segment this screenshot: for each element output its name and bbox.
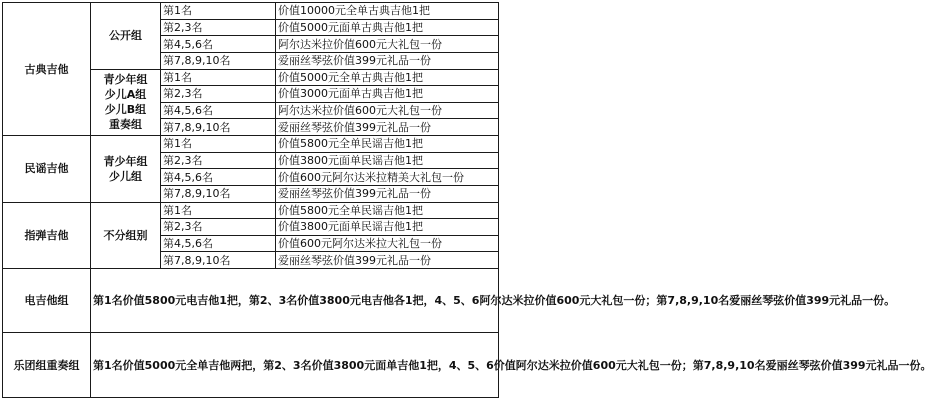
prize-cell: 阿尔达米拉价值600元大礼包一份 <box>276 36 499 53</box>
group-line: 不分组别 <box>103 228 148 242</box>
prize-cell: 爱丽丝琴弦价值399元礼品一份 <box>276 52 499 69</box>
group-cell <box>91 3 161 70</box>
rank-cell: 第4,5,6名 <box>161 169 276 186</box>
table-row <box>3 269 499 333</box>
table-row <box>3 3 499 20</box>
prize-cell: 爱丽丝琴弦价值399元礼品一份 <box>276 119 499 136</box>
group-line: 青少年组 <box>103 154 148 168</box>
prize-description: 第1名价值5800元电吉他1把，第2、3名价值3800元电吉他各1把，4、5、6阿尔达米拉价值600元大礼包一份；第7,8,9,10名爱丽丝琴弦价值399元礼品一份。 <box>91 269 499 333</box>
rank-cell: 第7,8,9,10名 <box>161 252 276 269</box>
prize-cell: 价值5800元全单民谣吉他1把 <box>276 202 499 219</box>
category-cell: 电吉他组 <box>3 269 91 333</box>
group-line: 少儿组 <box>109 169 142 183</box>
rank-cell: 第7,8,9,10名 <box>161 52 276 69</box>
prize-cell: 价值5800元全单民谣吉他1把 <box>276 136 499 153</box>
rank-cell: 第1名 <box>161 69 276 86</box>
group-cell <box>91 136 161 203</box>
group-line: 重奏组 <box>109 118 142 132</box>
prize-cell: 价值600元阿尔达米拉精美大礼包一份 <box>276 169 499 186</box>
group-line: 青少年组 <box>103 73 148 87</box>
prize-cell: 价值5000元面单古典吉他1把 <box>276 19 499 36</box>
rank-cell: 第2,3名 <box>161 152 276 169</box>
rank-cell: 第7,8,9,10名 <box>161 119 276 136</box>
prize-table-body <box>3 3 932 398</box>
rank-cell: 第4,5,6名 <box>161 102 276 119</box>
group-line: 少儿A组 <box>104 88 147 102</box>
group-cell <box>91 69 161 136</box>
rank-cell: 第2,3名 <box>161 219 276 236</box>
rank-cell: 第1名 <box>161 3 276 20</box>
prize-cell: 价值5000元全单古典吉他1把 <box>276 69 499 86</box>
prize-cell: 爱丽丝琴弦价值399元礼品一份 <box>276 185 499 202</box>
rank-cell: 第4,5,6名 <box>161 36 276 53</box>
prize-cell: 价值3800元面单民谣吉他1把 <box>276 152 499 169</box>
prize-table <box>2 2 932 398</box>
table-row <box>3 333 499 398</box>
group-line: 少儿B组 <box>104 103 147 117</box>
rank-cell: 第1名 <box>161 202 276 219</box>
table-row <box>3 202 499 219</box>
prize-cell: 价值600元阿尔达米拉大礼包一份 <box>276 235 499 252</box>
prize-cell: 爱丽丝琴弦价值399元礼品一份 <box>276 252 499 269</box>
rank-cell: 第2,3名 <box>161 86 276 103</box>
table-row <box>3 136 499 153</box>
group-cell <box>91 202 161 269</box>
rank-cell: 第7,8,9,10名 <box>161 185 276 202</box>
category-cell: 指弹吉他 <box>3 202 91 269</box>
rank-cell: 第1名 <box>161 136 276 153</box>
category-cell: 民谣吉他 <box>3 136 91 203</box>
category-cell: 乐团组重奏组 <box>3 333 91 398</box>
prize-cell: 价值3800元面单民谣吉他1把 <box>276 219 499 236</box>
rank-cell: 第4,5,6名 <box>161 235 276 252</box>
prize-cell: 价值10000元全单古典吉他1把 <box>276 3 499 20</box>
category-cell: 古典吉他 <box>3 3 91 136</box>
prize-description: 第1名价值5000元全单吉他两把，第2、3名价值3800元面单吉他1把，4、5、6价值阿尔达米拉价值600元大礼包一份；第7,8,9,10名爱丽丝琴弦价值399元礼品一份。 <box>91 333 499 398</box>
rank-cell: 第2,3名 <box>161 19 276 36</box>
prize-cell: 价值3000元面单古典吉他1把 <box>276 86 499 103</box>
prize-cell: 阿尔达米拉价值600元大礼包一份 <box>276 102 499 119</box>
group-line: 公开组 <box>109 29 142 43</box>
